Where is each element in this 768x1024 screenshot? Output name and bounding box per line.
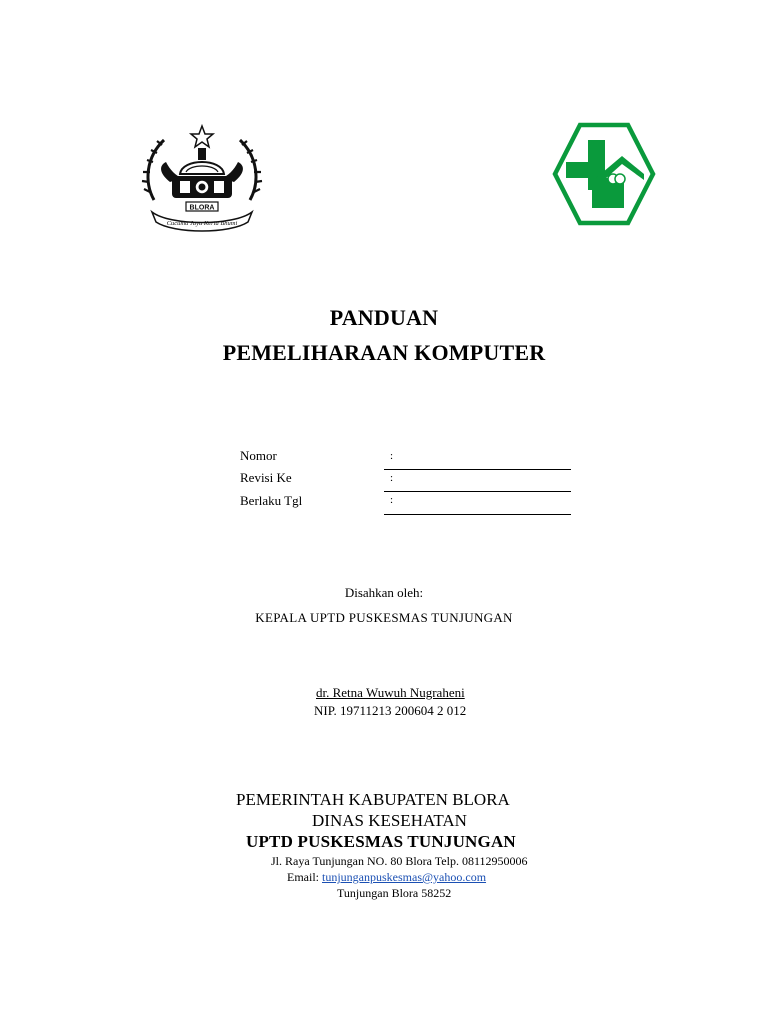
institution-city-zip: Tunjungan Blora 58252 (337, 886, 452, 900)
approver-name: dr. Retna Wuwuh Nugraheni (316, 685, 465, 700)
email-link[interactable]: tunjunganpuskesmas@yahoo.com (322, 870, 487, 884)
institution-department: DINAS KESEHATAN (312, 811, 467, 830)
svg-text:Cucuma Jaya Kerta Bhumi: Cucuma Jaya Kerta Bhumi (166, 220, 238, 227)
approver-title: KEPALA UPTD PUSKESMAS TUNJUNGAN (255, 610, 513, 625)
institution-address: Jl. Raya Tunjungan NO. 80 Blora Telp. 08112950006 (271, 854, 528, 868)
nomor-line (384, 469, 571, 470)
revisi-line (384, 491, 571, 492)
berlaku-label: Berlaku Tgl (240, 493, 303, 508)
berlaku-line (384, 514, 571, 515)
approved-by-text: Disahkan oleh: (344, 585, 424, 600)
svg-text:BLORA: BLORA (189, 204, 215, 212)
berlaku-colon: : (390, 494, 394, 506)
document-title-line1: PANDUAN (329, 305, 439, 330)
approver-nip: NIP. 19711213 200604 2 012 (314, 703, 467, 718)
blora-regency-crest-icon (140, 122, 264, 232)
revisi-colon: : (390, 472, 394, 484)
email-row (287, 870, 486, 885)
puskesmas-health-logo-icon (552, 122, 656, 226)
revisi-label: Revisi Ke (240, 470, 292, 485)
nomor-label: Nomor (240, 448, 277, 463)
institution-government: PEMERINTAH KABUPATEN BLORA (236, 790, 510, 809)
nomor-colon: : (390, 450, 394, 462)
email-label: Email: (287, 870, 319, 884)
document-title-line2: PEMELIHARAAN KOMPUTER (222, 340, 546, 365)
institution-name: UPTD PUSKESMAS TUNJUNGAN (246, 832, 516, 851)
